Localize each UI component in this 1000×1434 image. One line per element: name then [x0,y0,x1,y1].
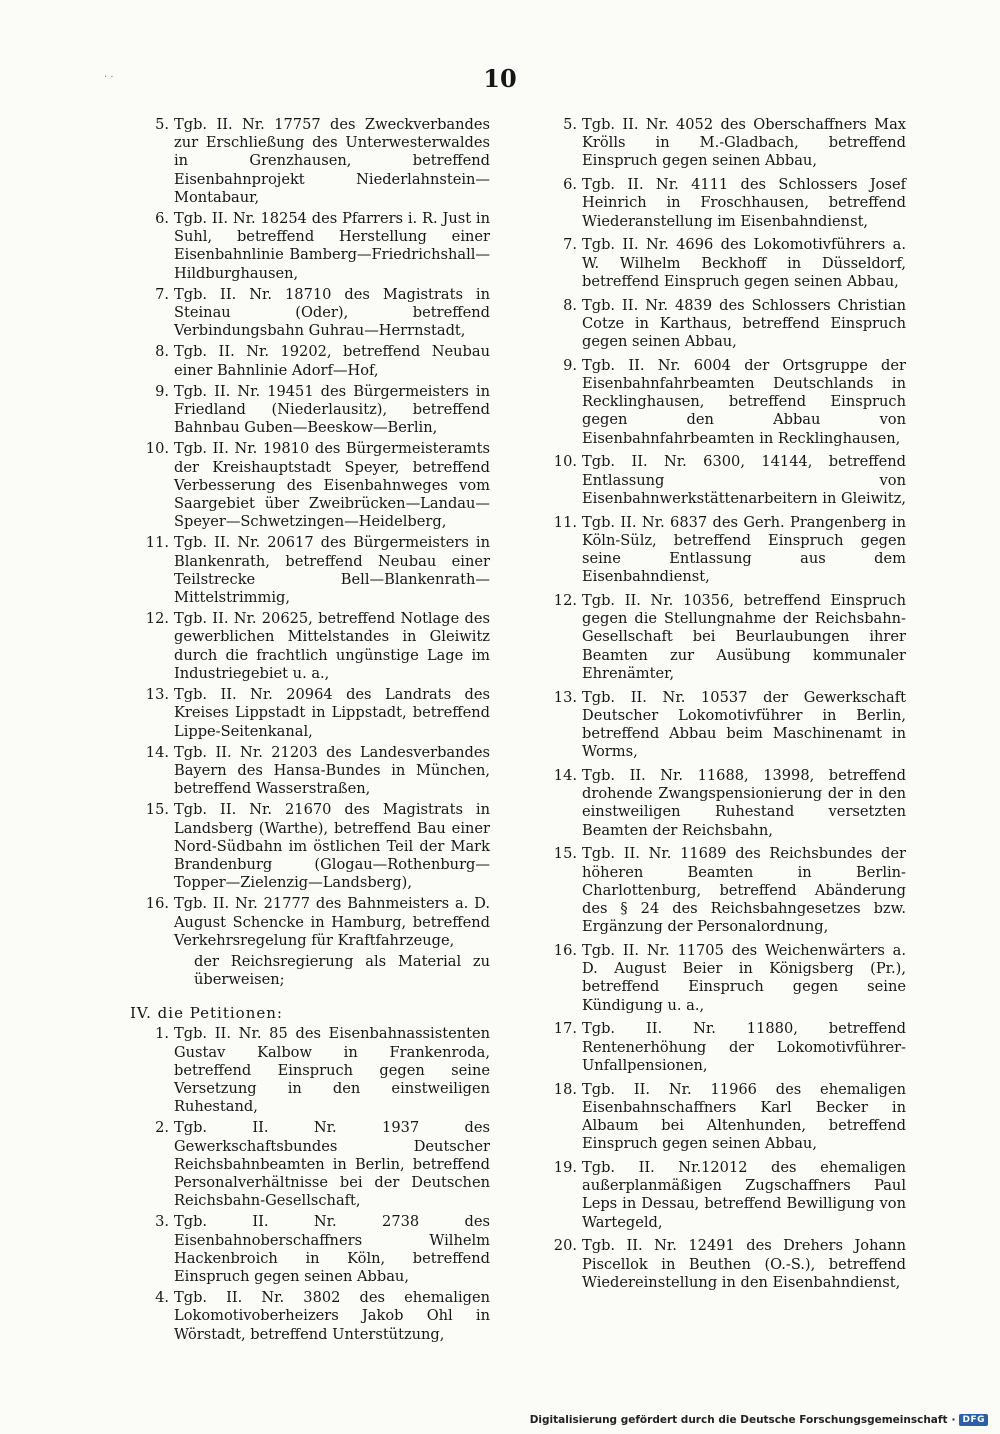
list-item: 4. Tgb. II. Nr. 3802 des ehemaligen Lokomotivoberheizers Jakob Ohl in Wörstadt, betreffend Unterstützung, [155,1289,490,1343]
list-item: 6. Tgb. II. Nr. 18254 des Pfarrers i. R. Just in Suhl, betreffend Herstellung einer Eisenbahnlinie Bamberg—Friedrichshall—Hildburghausen, [155,210,490,282]
left-entries [142,116,490,950]
list-item: 11. Tgb. II. Nr. 6837 des Gerh. Prangenberg in Köln-Sülz, betreffend Einspruch gegen seine Entlassung aus dem Eisenbahndienst, [553,513,906,586]
list-item: 12. Tgb. II. Nr. 10356, betreffend Einspruch gegen die Stellungnahme der Reichsbahn-Gesellschaft bei Beurlaubungen ihrer Beamten zur Ausübung kommunaler Ehrenämter, [553,592,906,682]
footer-text: Digitalisierung gefördert durch die Deutsche Forschungsgemeinschaft [529,1414,948,1426]
list-item: 20. Tgb. II. Nr. 12491 des Drehers Johann Piscellok in Beuthen (O.-S.), betreffend Wiedereinstellung in den Eisenbahndienst, [553,1237,906,1291]
list-item: 9. Tgb. II. Nr. 6004 der Ortsgruppe der Eisenbahnfahrbeamten Deutschlands in Recklinghausen, betreffend Einspruch gegen den Abbau von Eisenbahnfahrbeamten in Recklinghausen, [563,356,906,447]
list-item: 8. Tgb. II. Nr. 19202, betreffend Neubau einer Bahnlinie Adorf—Hof, [155,343,490,379]
list-item: 7. Tgb. II. Nr. 4696 des Lokomotivführers a. W. Wilhelm Beckhoff in Düsseldorf, betreffend Einspruch gegen seinen Abbau, [563,236,906,290]
list-item: 19. Tgb. II. Nr.12012 des ehemaligen außerplanmäßigen Zugschaffners Paul Leps in Dessau, betreffend Bewilligung von Wartegeld, [553,1159,906,1231]
list-item: 3. Tgb. II. Nr. 2738 des Eisenbahnoberschaffners Wilhelm Hackenbroich in Köln, betreffend Einspruch gegen seinen Abbau, [155,1213,490,1285]
list-item: 15. Tgb. II. Nr. 11689 des Reichsbundes der höheren Beamten in Berlin-Charlottenburg, betreffend Abänderung des § 24 des Reichsbahngesetzes bzw. Ergänzung der Personalordnung, [553,845,906,936]
section-heading-petitions: IV. die Petitionen: [130,1004,283,1023]
list-item: 16. Tgb. II. Nr. 21777 des Bahnmeisters a. D. August Schencke in Hamburg, betreffend Verkehrsregelung für Kraftfahrzeuge, [145,895,490,949]
list-item: 16. Tgb. II. Nr. 11705 des Weichenwärters a. D. August Beier in Königsberg (Pr.), betreffend Einspruch gegen seine Kündigung u. a., [553,942,906,1014]
right-column [550,116,906,1298]
list-item: 8. Tgb. II. Nr. 4839 des Schlossers Christian Cotze in Karthaus, betreffend Einspruch gegen seinen Abbau, [563,296,906,351]
list-item: 7. Tgb. II. Nr. 18710 des Magistrats in Steinau (Oder), betreffend Verbindungsbahn Guhrau—Herrnstadt, [155,285,490,340]
list-item: 10. Tgb. II. Nr. 6300, 14144, betreffend Entlassung von Eisenbahnwerkstättenarbeitern in Gleiwitz, [553,453,906,507]
petition-entries [142,1025,490,1343]
list-item: 15. Tgb. II. Nr. 21670 des Magistrats in Landsberg (Warthe), betreffend Bau einer Nord-Südbahn im östlichen Teil der Mark Brandenburg (Glogau—Rothenburg—Topper—Zielenzig—Landsberg), [145,801,490,892]
list-item: 5. Tgb. II. Nr. 17757 des Zweckverbandes zur Erschließung des Unterwesterwaldes in Grenzhausen, betreffend Eisenbahnprojekt Niederlahnstein—Montabaur, [155,116,490,206]
digitization-credit [530,1414,988,1426]
closing-resolution: der Reichsregierung als Material zu überweisen; [194,952,490,989]
list-item: 6. Tgb. II. Nr. 4111 des Schlossers Josef Heinrich in Froschhausen, betreffend Wiederanstellung im Eisenbahndienst, [563,176,906,230]
list-item: 9. Tgb. II. Nr. 19451 des Bürgermeisters in Friedland (Niederlausitz), betreffend Bahnbau Guben—Beeskow—Berlin, [155,382,490,437]
list-item: 18. Tgb. II. Nr. 11966 des ehemaligen Eisenbahnschaffners Karl Becker in Albaum bei Altenhunden, betreffend Einspruch gegen seinen Abbau, [553,1080,906,1153]
list-item: 1. Tgb. II. Nr. 85 des Eisenbahnassistenten Gustav Kalbow in Frankenroda, betreffend Einspruch gegen seine Versetzung in den einstweiligen Ruhestand, [155,1025,490,1116]
list-item: 10. Tgb. II. Nr. 19810 des Bürgermeisteramts der Kreishauptstadt Speyer, betreffend Verbesserung des Eisenbahnweges vom Saargebiet über Zweibrücken—Landau—Speyer—Schwetzingen—Heidelberg, [145,440,490,531]
list-item: 12. Tgb. II. Nr. 20625, betreffend Notlage des gewerblichen Mittelstandes in Gleiwitz durch die frachtlich ungünstige Lage im Industriegebiet u. a., [145,610,490,682]
list-item: 17. Tgb. II. Nr. 11880, betreffend Rentenerhöhung der Lokomotivführer-Unfallpensionen, [553,1020,906,1074]
page-number: 10 [483,64,517,93]
list-item: 13. Tgb. II. Nr. 10537 der Gewerkschaft Deutscher Lokomotivführer in Berlin, betreffend Abbau beim Maschinenamt in Worms, [553,688,906,761]
list-item: 13. Tgb. II. Nr. 20964 des Landrats des Kreises Lippstadt in Lippstadt, betreffend Lippe-Seitenkanal, [145,686,490,740]
dfg-logo: DFG [959,1414,988,1426]
list-item: 11. Tgb. II. Nr. 20617 des Bürgermeisters in Blankenrath, betreffend Neubau einer Teilstrecke Bell—Blankenrath—Mittelstrimmig, [145,534,490,607]
left-column [130,116,490,1347]
list-item: 5. Tgb. II. Nr. 4052 des Oberschaffners Max Krölls in M.-Gladbach, betreffend Einspruch gegen seinen Abbau, [563,116,906,170]
list-item: 14. Tgb. II. Nr. 11688, 13998, betreffend drohende Zwangspensionierung der in den einstweiligen Ruhestand versetzten Beamten der Reichsbahn, [553,767,906,839]
scan-speck: · · [104,72,114,83]
footer-separator: · [951,1414,956,1426]
list-item: 14. Tgb. II. Nr. 21203 des Landesverbandes Bayern des Hansa-Bundes in München, betreffend Wasserstraßen, [145,743,490,798]
list-item: 2. Tgb. II. Nr. 1937 des Gewerkschaftsbundes Deutscher Reichsbahnbeamten in Berlin, betreffend Personalverhältnisse bei der Deutschen Reichsbahn-Gesellschaft, [155,1119,490,1210]
